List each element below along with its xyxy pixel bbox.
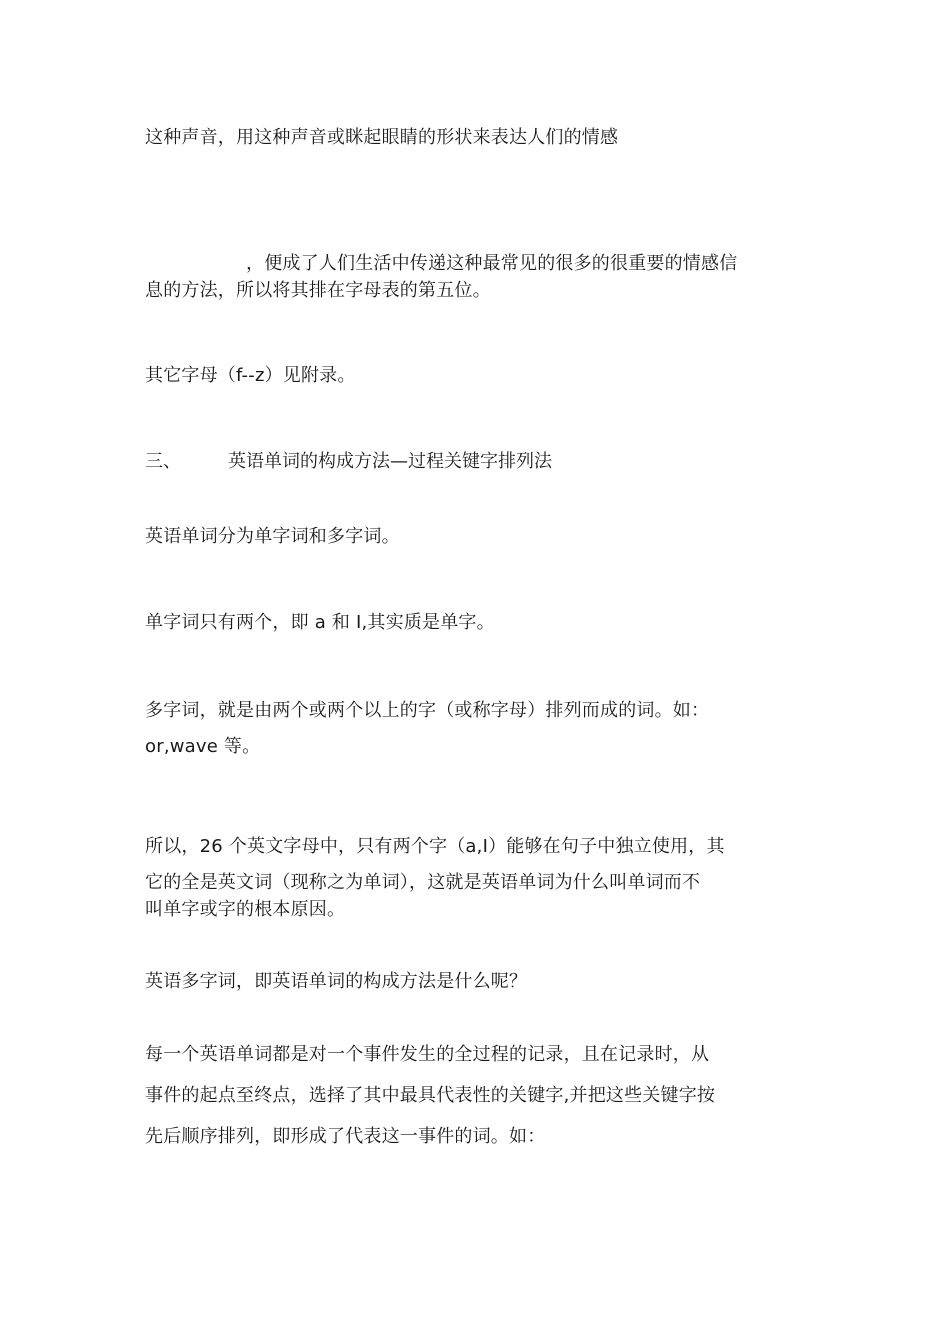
paragraph-line: ，便成了人们生活中传递这种最常见的很多的很重要的情感信	[246, 253, 738, 274]
paragraph-line: 单字词只有两个，即 a 和 I,其实质是单字。	[145, 612, 495, 633]
paragraph-line: or,wave 等。	[145, 736, 261, 757]
section-number: 三、	[145, 451, 181, 472]
paragraph-line: 所以，26 个英文字母中，只有两个字（a,I）能够在句子中独立使用，其	[145, 836, 725, 857]
paragraph-line: 每一个英语单词都是对一个事件发生的全过程的记录，且在记录时，从	[145, 1044, 710, 1065]
paragraph-line: 多字词，就是由两个或两个以上的字（或称字母）排列而成的词。如：	[145, 700, 710, 721]
paragraph-line: 叫单字或字的根本原因。	[145, 899, 346, 920]
paragraph-line: 先后顺序排列，即形成了代表这一事件的词。如：	[145, 1126, 546, 1147]
section-heading: 英语单词的构成方法—过程关键字排列法	[228, 451, 552, 472]
paragraph-line: 息的方法，所以将其排在字母表的第五位。	[145, 280, 491, 301]
paragraph-line: 事件的起点至终点，选择了其中最具代表性的关键字,并把这些关键字按	[145, 1085, 716, 1106]
paragraph-line: 它的全是英文词（现称之为单词），这就是英语单词为什么叫单词而不	[145, 872, 701, 893]
paragraph-line: 其它字母（f--z）见附录。	[145, 365, 356, 386]
paragraph-line: 英语单词分为单字词和多字词。	[145, 526, 400, 547]
paragraph-line: 英语多字词，即英语单词的构成方法是什么呢？	[145, 971, 528, 992]
paragraph-line: 这种声音，用这种声音或眯起眼睛的形状来表达人们的情感	[145, 127, 619, 148]
